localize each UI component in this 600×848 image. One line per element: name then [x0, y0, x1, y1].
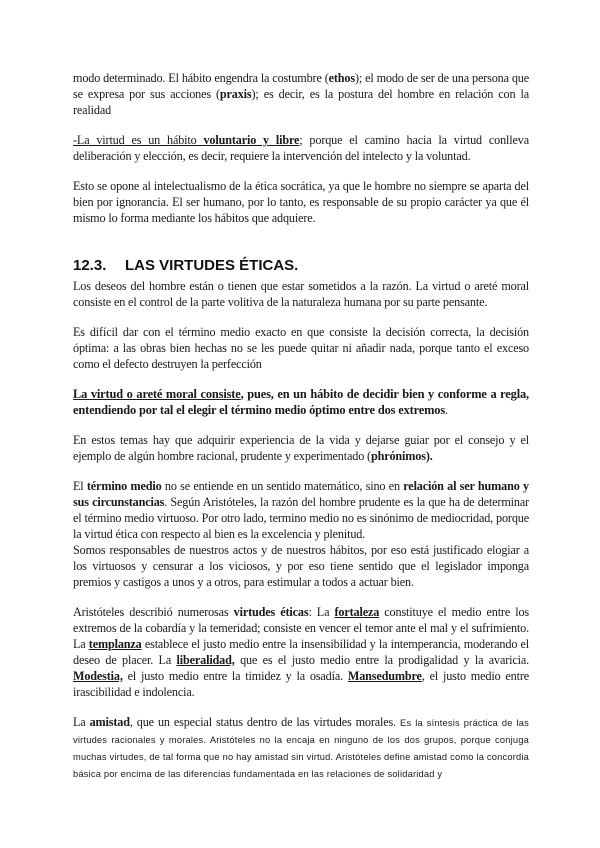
text: el justo medio entre la timidez y la osadía.	[122, 669, 348, 683]
text: Esto se opone al intelectualismo de la ética socrática, ya que le hombre no siempre se aparta del bien por ignorancia. El ser humano, por lo tanto, es responsable de su propio carácter ya que él mismo lo forma mediante los hábitos que adquiere.	[73, 179, 529, 225]
paragraph-virtud-voluntaria	[73, 132, 529, 164]
bold-text: , pues, en un hábito de decidir bien y conforme a regla, entendiendo por tal el elegir el término medio óptimo entre dos extremos	[73, 387, 529, 417]
text: .	[445, 403, 448, 417]
term-amistad: amistad	[89, 715, 130, 729]
term-modestia: Modestia,	[73, 669, 123, 683]
text: El	[73, 479, 87, 493]
text: ; porque el camino hacia la virtud conlleva deliberación y elección, es decir, requiere la intervención del intelecto y la voluntad.	[73, 133, 529, 163]
section-heading	[73, 256, 529, 276]
text: Aristóteles describió numerosas	[73, 605, 234, 619]
paragraph-virtudes-eticas	[73, 604, 529, 700]
text: ); es decir, es la postura del hombre en relación con la realidad	[73, 87, 530, 117]
term-praxis: praxis	[219, 87, 252, 101]
text: , el justo medio entre irascibilidad e indolencia.	[73, 669, 529, 699]
text: . Según Aristóteles, la razón del hombre prudente es la que ha de determinar el término medio virtuoso. Por otro lado, termino medio no es sinónimo de mediocridad, porque la virtud ética con respecto al bien es la excelencia y plenitud.	[73, 495, 529, 541]
text: ); el modo de ser de una persona que se expresa por sus acciones (	[73, 71, 529, 101]
underlined-bold-text: La virtud o areté moral consiste	[73, 387, 241, 401]
term-voluntario-libre: voluntario y libre	[203, 133, 300, 147]
text: En estos temas hay que adquirir experiencia de la vida y dejarse guiar por el consejo y el ejemplo de algún hombre racional, prudente y experimentado (	[73, 433, 529, 463]
text: , que un especial status dentro de las virtudes morales.	[129, 715, 401, 729]
term-virtudes-eticas: virtudes éticas	[233, 605, 309, 619]
text: Es difícil dar con el término medio exacto en que consiste la decisión correcta, la decisión óptima: a las obras bien hechas no se les puede quitar ni añadir nada, porque tanto el exceso como el defecto destruyen la perfección	[73, 325, 529, 371]
term-fortaleza: fortaleza	[334, 605, 380, 619]
text: : La	[308, 605, 335, 619]
paragraph-intelectualismo	[73, 178, 529, 226]
small-sans-text: Es la síntesis práctica de las virtudes racionales y morales. Aristóteles no la encaja en ninguno de los dos grupos, porque conjuga muchas virtudes, de tal forma que no hay amistad sin virtud. Aristóteles define amistad como la concordia básica por encima de las diferencias fundamentada en las relaciones de solidaridad y	[73, 718, 530, 779]
section-number: 12.3.	[73, 257, 107, 274]
term-ethos: ethos	[328, 71, 355, 85]
text: modo determinado. El hábito engendra la costumbre (	[73, 71, 329, 85]
term-mansedumbre: Mansedumbre	[347, 669, 422, 683]
term-phronimos: phrónimos).	[370, 449, 433, 463]
paragraph-termino-medio	[73, 478, 529, 542]
paragraph-habito	[73, 70, 529, 118]
text: que es el justo medio entre la prodigalidad y la avaricia.	[234, 653, 529, 667]
text: no se entiende en un sentido matemático, sino en	[161, 479, 404, 493]
text: establece el justo medio entre la insensibilidad y la intemperancia, moderando el deseo de placer. La	[73, 637, 529, 667]
term-templanza: templanza	[88, 637, 142, 651]
paragraph-amistad	[73, 714, 529, 782]
text: La	[73, 715, 90, 729]
document-page	[73, 70, 529, 782]
term-relacion-ser-humano: relación al ser humano y sus circunstancias	[73, 479, 529, 509]
text: Somos responsables de nuestros actos y de nuestros hábitos, por eso está justificado elogiar a los virtuosos y censurar a los viciosos, y por eso tiene sentido que el legislador imponga premios y castigos a unos y a otros, para estimular a todos a actuar bien.	[73, 543, 529, 589]
paragraph-experiencia	[73, 432, 529, 464]
section-title: LAS VIRTUDES ÉTICAS.	[125, 257, 299, 274]
term-liberalidad: liberalidad,	[176, 653, 235, 667]
term-termino-medio: término medio	[86, 479, 162, 493]
paragraph-deseos	[73, 278, 529, 310]
paragraph-definicion-virtud	[73, 386, 529, 418]
underlined-text: -La virtud es un hábito	[73, 133, 204, 147]
text: Los deseos del hombre están o tienen que estar sometidos a la razón. La virtud o areté moral consiste en el control de la parte volitiva de la naturaleza humana por su parte pensante.	[73, 279, 529, 309]
paragraph-termino-medio-exacto	[73, 324, 529, 372]
paragraph-responsables	[73, 542, 529, 590]
text: constituye el medio entre los extremos de la cobardía y la temeridad; consiste en vencer el temor ante el mal y el sufrimiento. La	[73, 605, 529, 651]
